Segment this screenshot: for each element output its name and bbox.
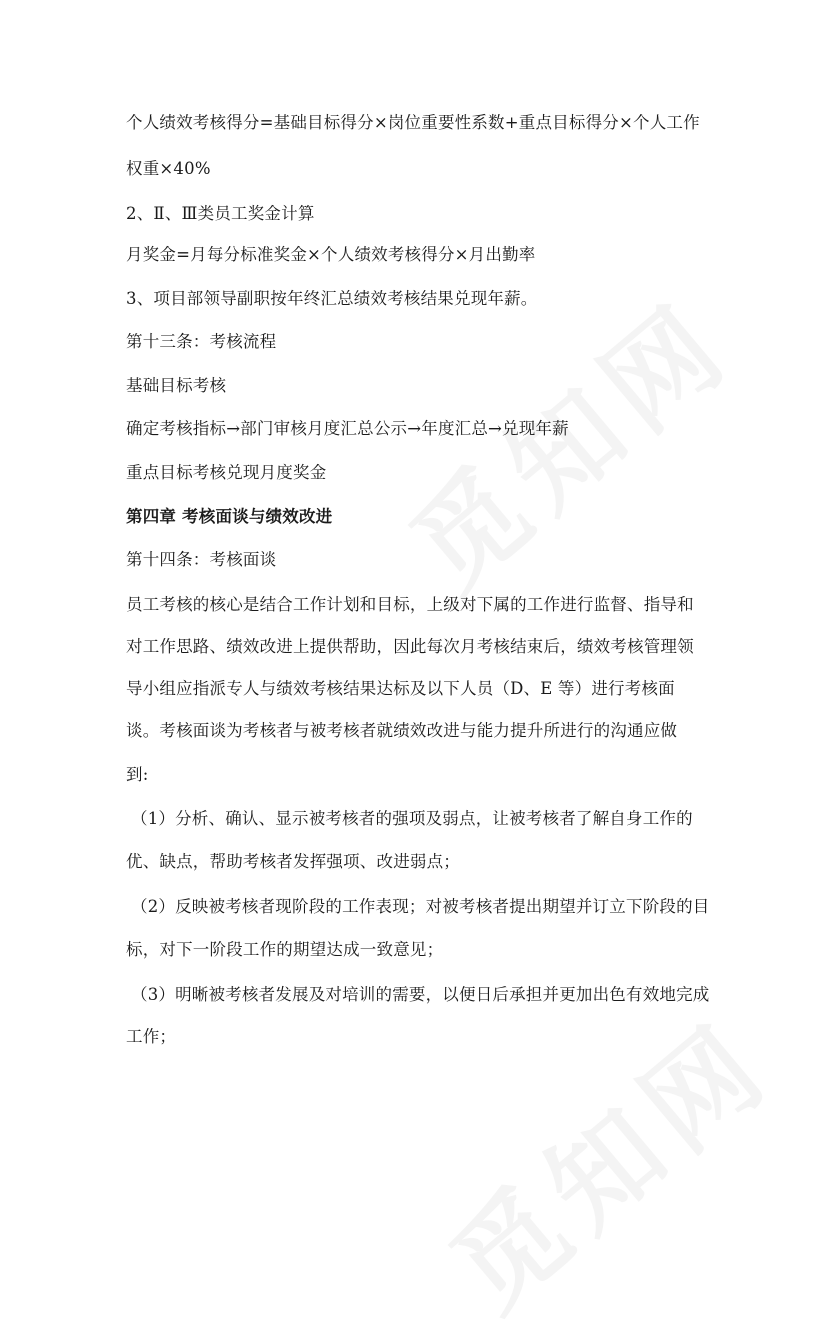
paragraph: 重点目标考核兑现月度奖金 [126, 463, 327, 482]
list-item: （1）分析、确认、显示被考核者的强项及弱点，让被考核者了解自身工作的 [131, 809, 693, 828]
article-heading: 第十四条：考核面谈 [126, 550, 277, 569]
process-flow: 确定考核指标→部门审核月度汇总公示→年度汇总→兑现年薪 [126, 419, 569, 438]
paragraph-line: 谈。考核面谈为考核者与被考核者就绩效改进与能力提升所进行的沟通应做 [126, 721, 678, 740]
paragraph-line: 对工作思路、绩效改进上提供帮助，因此每次月考核结束后，绩效考核管理领 [126, 637, 694, 656]
paragraph-line: 导小组应指派专人与绩效考核结果达标及以下人员（D、E 等）进行考核面 [126, 679, 675, 698]
list-item: （3）明晰被考核者发展及对培训的需要，以便日后承担并更加出色有效地完成 [131, 985, 710, 1004]
paragraph: 3、项目部领导副职按年终汇总绩效考核结果兑现年薪。 [126, 289, 538, 308]
formula-line: 个人绩效考核得分=基础目标得分×岗位重要性系数+重点目标得分×个人工作 [126, 113, 700, 132]
paragraph-line: 到: [126, 765, 149, 784]
formula-line: 月奖金=月每分标准奖金×个人绩效考核得分×月出勤率 [126, 245, 536, 264]
list-item-cont: 标，对下一阶段工作的期望达成一致意见； [126, 940, 444, 959]
article-heading: 第十三条：考核流程 [126, 332, 277, 351]
paragraph-line: 员工考核的核心是结合工作计划和目标，上级对下属的工作进行监督、指导和 [126, 595, 694, 614]
formula-line-cont: 权重×40% [126, 159, 211, 178]
chapter-heading: 第四章 考核面谈与绩效改进 [126, 507, 333, 526]
paragraph: 基础目标考核 [126, 376, 227, 395]
list-item-cont: 优、缺点，帮助考核者发挥强项、改进弱点； [126, 852, 460, 871]
list-item-cont: 工作； [126, 1027, 177, 1046]
section-heading: 2、Ⅱ、Ⅲ类员工奖金计算 [126, 204, 315, 223]
list-item: （2）反映被考核者现阶段的工作表现；对被考核者提出期望并订立下阶段的目 [131, 897, 710, 916]
